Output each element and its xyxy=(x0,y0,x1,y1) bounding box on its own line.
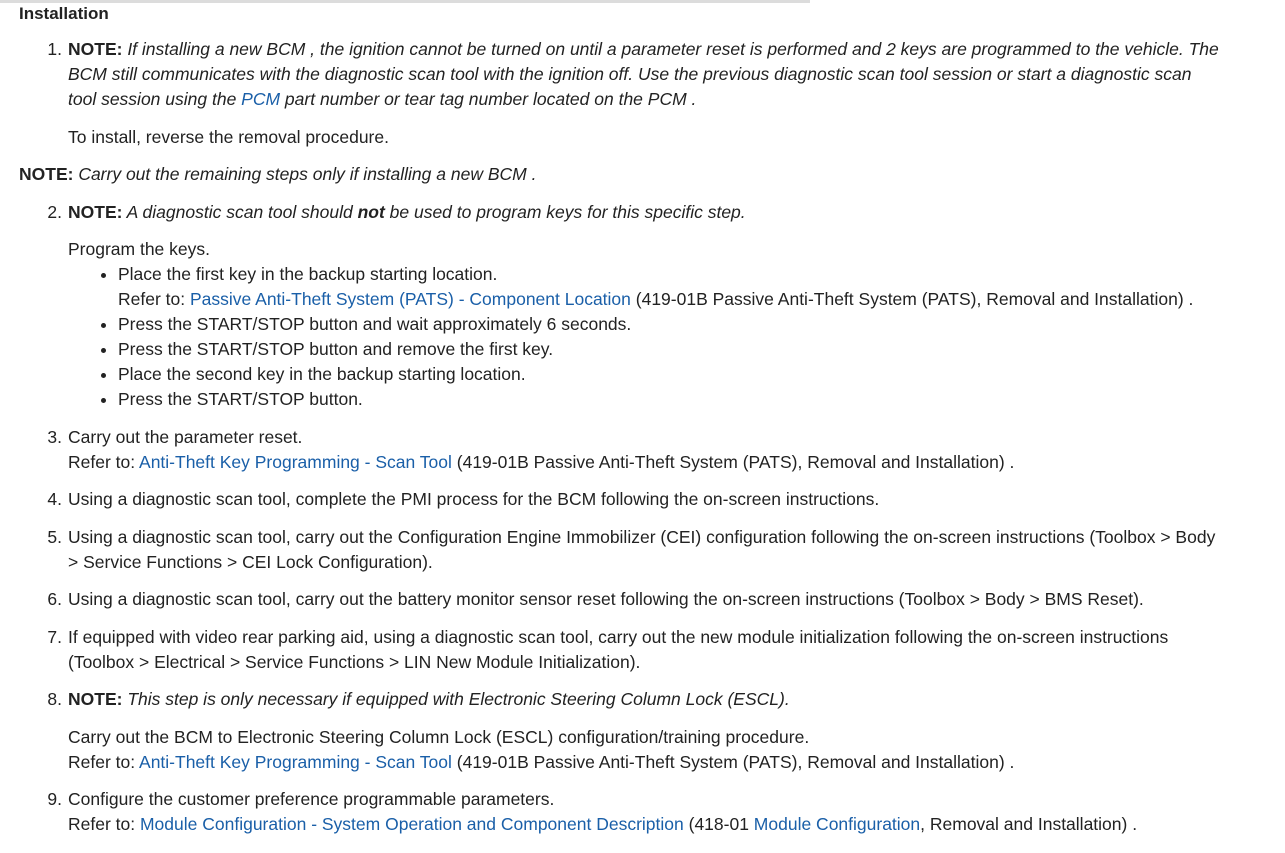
note-label: NOTE: xyxy=(68,39,123,59)
step-number: 2. xyxy=(47,202,62,222)
step-number: 5. xyxy=(47,527,62,547)
step-number: 6. xyxy=(47,589,62,609)
note-label: NOTE: xyxy=(68,689,123,709)
top-divider xyxy=(0,0,810,3)
global-note xyxy=(19,162,536,187)
note-text: If installing a new BCM , the ignition cannot be turned on until a parameter reset is performed and 2 keys are programmed to the vehicle. The xyxy=(122,39,1219,59)
step-number: 1. xyxy=(47,39,62,59)
module-configuration-link[interactable]: Module Configuration xyxy=(753,814,921,834)
step-6-text: Using a diagnostic scan tool, carry out the battery monitor sensor reset following the on-screen instructions (Toolbox > Body > BMS Reset). xyxy=(68,589,1144,609)
module-configuration-description-link[interactable]: Module Configuration - System Operation and Component Description xyxy=(139,814,684,834)
key-programming-list xyxy=(100,262,1193,412)
pcm-link[interactable]: PCM xyxy=(241,89,281,109)
list-item: • Press the START/STOP button. xyxy=(118,387,1193,412)
step-7: If equipped with video rear parking aid, using a diagnostic scan tool, carry out the new module initialization following the on-screen instructions (Toolbox > Electrical > Service Functions > LIN New Module Initialization). xyxy=(68,627,1169,672)
reference: Refer to: Anti-Theft Key Programming - Scan Tool (419-01B Passive Anti-Theft System (PATS), Removal and Installation) . xyxy=(68,452,1015,472)
step-5: Using a diagnostic scan tool, carry out the Configuration Engine Immobilizer (CEI) configuration following the on-screen instructions (Toolbox > Body > Service Functions > CEI Lock Configuration). xyxy=(68,527,1216,572)
key-programming-link[interactable]: Anti-Theft Key Programming - Scan Tool xyxy=(139,452,452,472)
step-number: 9. xyxy=(47,789,62,809)
note-text: tool session using the xyxy=(68,89,242,109)
step-number: 3. xyxy=(47,427,62,447)
step-2-note xyxy=(68,200,746,225)
reference: Refer to: Anti-Theft Key Programming - Scan Tool (419-01B Passive Anti-Theft System (PATS), Removal and Installation) . xyxy=(68,752,1015,772)
reference: Refer to: Passive Anti-Theft System (PATS) - Component Location (419-01B Passive Anti-Theft System (PATS), Removal and Installation) . xyxy=(118,289,1194,309)
step-4-text: Using a diagnostic scan tool, complete the PMI process for the BCM following the on-screen instructions. xyxy=(68,489,880,509)
section-heading: Installation xyxy=(19,4,109,23)
note-text: be used to program keys for this specific step. xyxy=(384,202,746,222)
step-number: 8. xyxy=(47,689,62,709)
list-item: • Place the first key in the backup starting location. Refer to: Passive Anti-Theft System (PATS) - Component Location (419-01B Passive Anti-Theft System (PATS), Removal and Installation) . xyxy=(118,262,1193,312)
step-3: Carry out the parameter reset. Refer to: Anti-Theft Key Programming - Scan Tool (419-01B Passive Anti-Theft System (PATS), Removal and Installation) . xyxy=(68,425,1014,475)
step-9: Configure the customer preference programmable parameters. Refer to: Module Configuration - System Operation and Component Description (418-01 Module Configuration, Removal and Installation) . xyxy=(68,787,1137,837)
note-text: This step is only necessary if equipped with Electronic Steering Column Lock (ESCL). xyxy=(122,689,790,709)
note-text: part number or tear tag number located on the PCM . xyxy=(280,89,697,109)
step-2-text: Program the keys. xyxy=(68,239,210,259)
step-8: Carry out the BCM to Electronic Steering Column Lock (ESCL) configuration/training procedure. Refer to: Anti-Theft Key Programming - Scan Tool (419-01B Passive Anti-Theft System (PATS), Removal and Installation) . xyxy=(68,725,1014,775)
list-item: • Press the START/STOP button and wait approximately 6 seconds. xyxy=(118,312,1193,337)
list-item: • Place the second key in the backup starting location. xyxy=(118,362,1193,387)
reference: Refer to: Module Configuration - System Operation and Component Description (418-01 Module Configuration, Removal and Installation) . xyxy=(68,814,1138,834)
step-number: 7. xyxy=(47,627,62,647)
note-label: NOTE: xyxy=(19,164,74,184)
key-programming-link[interactable]: Anti-Theft Key Programming - Scan Tool xyxy=(139,752,452,772)
step-1-note xyxy=(68,37,1268,112)
step-8-note xyxy=(68,687,790,712)
note-text: Carry out the remaining steps only if installing a new BCM . xyxy=(73,164,537,184)
pats-component-location-link[interactable]: Passive Anti-Theft System (PATS) - Component Location xyxy=(189,289,631,309)
list-item: • Press the START/STOP button and remove the first key. xyxy=(118,337,1193,362)
note-emphasis: not xyxy=(357,202,385,222)
note-text: BCM still communicates with the diagnostic scan tool with the ignition off. Use the previous diagnostic scan tool session or start a diagnostic scan xyxy=(68,64,1192,84)
step-number: 4. xyxy=(47,489,62,509)
note-text: A diagnostic scan tool should xyxy=(122,202,358,222)
note-label: NOTE: xyxy=(68,202,123,222)
step-1-text: To install, reverse the removal procedure. xyxy=(68,127,389,147)
